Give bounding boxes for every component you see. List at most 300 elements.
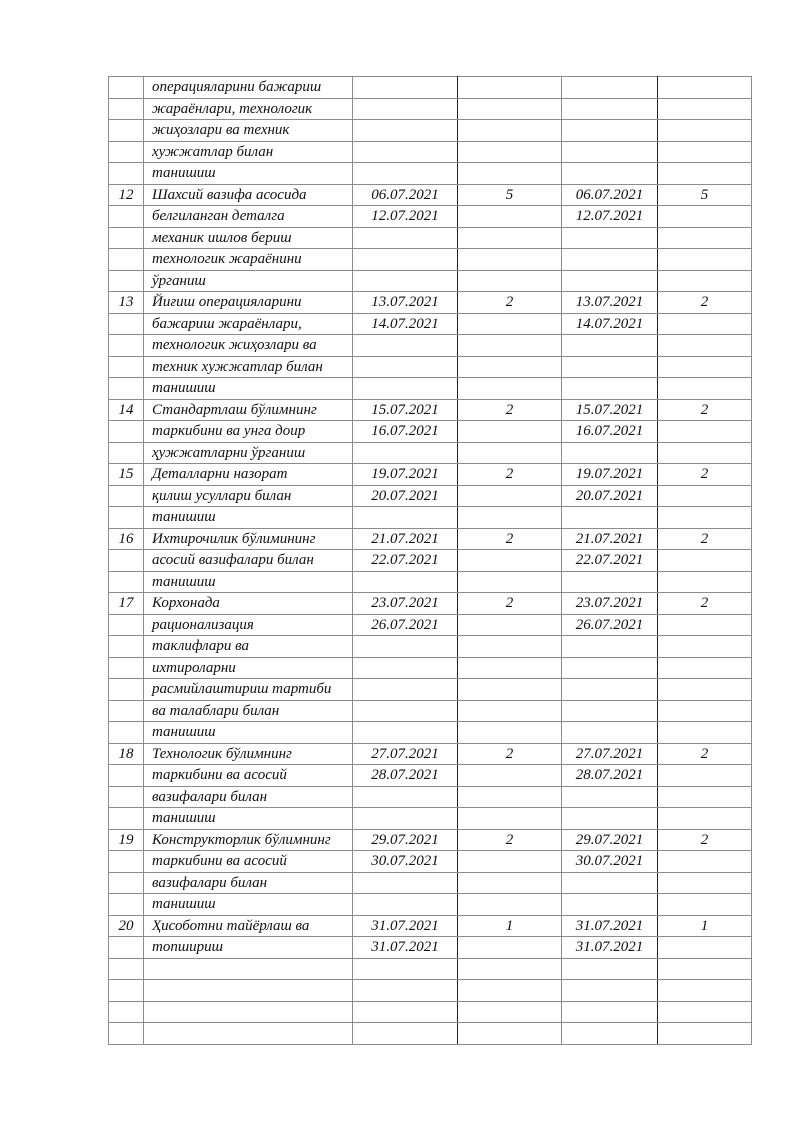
planned-date-cell bbox=[353, 1023, 458, 1045]
task-description-cell: топшириш bbox=[144, 937, 353, 959]
table-row bbox=[109, 163, 752, 185]
task-description-cell: механик ишлов бериш bbox=[144, 227, 353, 249]
actual-date-cell: 06.07.2021 bbox=[562, 184, 658, 206]
planned-date-cell: 23.07.2021 bbox=[353, 593, 458, 615]
row-number-cell: 19 bbox=[109, 829, 144, 851]
table-row bbox=[109, 614, 752, 636]
planned-days-cell bbox=[458, 679, 562, 701]
task-description-cell: ихтироларни bbox=[144, 657, 353, 679]
actual-days-cell bbox=[658, 765, 752, 787]
task-description-cell: расмийлаштириш тартиби bbox=[144, 679, 353, 701]
actual-date-cell bbox=[562, 98, 658, 120]
planned-date-cell: 22.07.2021 bbox=[353, 550, 458, 572]
row-number-cell bbox=[109, 636, 144, 658]
table-row bbox=[109, 356, 752, 378]
row-number-cell: 18 bbox=[109, 743, 144, 765]
row-number-cell bbox=[109, 937, 144, 959]
planned-days-cell: 2 bbox=[458, 528, 562, 550]
planned-date-cell bbox=[353, 808, 458, 830]
planned-days-cell bbox=[458, 378, 562, 400]
planned-date-cell bbox=[353, 507, 458, 529]
row-number-cell bbox=[109, 571, 144, 593]
row-number-cell bbox=[109, 442, 144, 464]
actual-date-cell: 31.07.2021 bbox=[562, 937, 658, 959]
actual-days-cell bbox=[658, 786, 752, 808]
actual-days-cell bbox=[658, 937, 752, 959]
row-number-cell: 14 bbox=[109, 399, 144, 421]
actual-date-cell bbox=[562, 141, 658, 163]
actual-days-cell: 2 bbox=[658, 464, 752, 486]
actual-days-cell bbox=[658, 636, 752, 658]
row-number-cell: 13 bbox=[109, 292, 144, 314]
actual-date-cell bbox=[562, 356, 658, 378]
task-description-cell: Стандартлаш бўлимнинг bbox=[144, 399, 353, 421]
task-description-cell: таркибини ва унга доир bbox=[144, 421, 353, 443]
planned-days-cell bbox=[458, 442, 562, 464]
planned-days-cell: 2 bbox=[458, 399, 562, 421]
task-description-cell: Корхонада bbox=[144, 593, 353, 615]
actual-days-cell bbox=[658, 872, 752, 894]
row-number-cell bbox=[109, 206, 144, 228]
task-description-cell: Шахсий вазифа асосида bbox=[144, 184, 353, 206]
planned-date-cell: 30.07.2021 bbox=[353, 851, 458, 873]
actual-days-cell bbox=[658, 507, 752, 529]
actual-date-cell: 30.07.2021 bbox=[562, 851, 658, 873]
planned-date-cell: 27.07.2021 bbox=[353, 743, 458, 765]
actual-date-cell: 14.07.2021 bbox=[562, 313, 658, 335]
actual-days-cell bbox=[658, 894, 752, 916]
row-number-cell bbox=[109, 958, 144, 980]
planned-date-cell: 06.07.2021 bbox=[353, 184, 458, 206]
task-description-cell: вазифалари билан bbox=[144, 786, 353, 808]
task-description-cell bbox=[144, 1023, 353, 1045]
task-description-cell: танишиш bbox=[144, 808, 353, 830]
actual-days-cell bbox=[658, 378, 752, 400]
task-description-cell: хужжатлар билан bbox=[144, 141, 353, 163]
table-row bbox=[109, 808, 752, 830]
row-number-cell bbox=[109, 249, 144, 271]
task-description-cell: таклифлари ва bbox=[144, 636, 353, 658]
table-row bbox=[109, 700, 752, 722]
row-number-cell bbox=[109, 872, 144, 894]
actual-days-cell bbox=[658, 614, 752, 636]
planned-date-cell: 31.07.2021 bbox=[353, 937, 458, 959]
schedule-table-body bbox=[109, 77, 752, 1045]
row-number-cell bbox=[109, 227, 144, 249]
table-row bbox=[109, 507, 752, 529]
planned-days-cell bbox=[458, 980, 562, 1002]
actual-days-cell bbox=[658, 958, 752, 980]
row-number-cell bbox=[109, 722, 144, 744]
task-description-cell: танишиш bbox=[144, 507, 353, 529]
task-description-cell: Деталларни назорат bbox=[144, 464, 353, 486]
table-row bbox=[109, 464, 752, 486]
actual-days-cell bbox=[658, 77, 752, 99]
planned-days-cell bbox=[458, 163, 562, 185]
actual-date-cell bbox=[562, 249, 658, 271]
schedule-sheet bbox=[108, 76, 751, 1045]
planned-date-cell bbox=[353, 980, 458, 1002]
table-row bbox=[109, 421, 752, 443]
planned-days-cell bbox=[458, 206, 562, 228]
table-row bbox=[109, 765, 752, 787]
actual-date-cell bbox=[562, 786, 658, 808]
actual-date-cell: 19.07.2021 bbox=[562, 464, 658, 486]
planned-date-cell bbox=[353, 700, 458, 722]
planned-date-cell bbox=[353, 571, 458, 593]
planned-days-cell bbox=[458, 335, 562, 357]
actual-days-cell bbox=[658, 313, 752, 335]
planned-days-cell bbox=[458, 77, 562, 99]
task-description-cell: ҳужжатларни ўрганиш bbox=[144, 442, 353, 464]
table-row bbox=[109, 894, 752, 916]
planned-days-cell bbox=[458, 227, 562, 249]
actual-date-cell: 12.07.2021 bbox=[562, 206, 658, 228]
actual-days-cell bbox=[658, 421, 752, 443]
actual-days-cell bbox=[658, 141, 752, 163]
planned-days-cell: 2 bbox=[458, 743, 562, 765]
planned-date-cell bbox=[353, 249, 458, 271]
planned-days-cell bbox=[458, 722, 562, 744]
row-number-cell bbox=[109, 808, 144, 830]
table-row bbox=[109, 937, 752, 959]
actual-date-cell bbox=[562, 571, 658, 593]
table-row bbox=[109, 141, 752, 163]
table-row bbox=[109, 335, 752, 357]
planned-date-cell: 12.07.2021 bbox=[353, 206, 458, 228]
actual-date-cell bbox=[562, 894, 658, 916]
actual-days-cell bbox=[658, 442, 752, 464]
planned-date-cell bbox=[353, 141, 458, 163]
row-number-cell bbox=[109, 1001, 144, 1023]
actual-date-cell bbox=[562, 163, 658, 185]
actual-days-cell bbox=[658, 98, 752, 120]
actual-days-cell bbox=[658, 1001, 752, 1023]
row-number-cell bbox=[109, 98, 144, 120]
actual-days-cell bbox=[658, 980, 752, 1002]
row-number-cell bbox=[109, 679, 144, 701]
table-row bbox=[109, 636, 752, 658]
planned-days-cell bbox=[458, 1023, 562, 1045]
planned-date-cell bbox=[353, 894, 458, 916]
planned-days-cell bbox=[458, 421, 562, 443]
actual-date-cell: 20.07.2021 bbox=[562, 485, 658, 507]
row-number-cell bbox=[109, 335, 144, 357]
actual-days-cell: 2 bbox=[658, 292, 752, 314]
task-description-cell: таркибини ва асосий bbox=[144, 851, 353, 873]
actual-date-cell bbox=[562, 722, 658, 744]
planned-date-cell bbox=[353, 356, 458, 378]
actual-days-cell bbox=[658, 550, 752, 572]
planned-date-cell bbox=[353, 98, 458, 120]
task-description-cell: вазифалари билан bbox=[144, 872, 353, 894]
task-description-cell: бажариш жараёнлари, bbox=[144, 313, 353, 335]
planned-days-cell bbox=[458, 550, 562, 572]
planned-days-cell bbox=[458, 249, 562, 271]
planned-days-cell bbox=[458, 356, 562, 378]
table-row bbox=[109, 98, 752, 120]
planned-date-cell: 20.07.2021 bbox=[353, 485, 458, 507]
row-number-cell bbox=[109, 786, 144, 808]
task-description-cell: жиҳозлари ва техник bbox=[144, 120, 353, 142]
actual-date-cell bbox=[562, 636, 658, 658]
planned-days-cell: 1 bbox=[458, 915, 562, 937]
actual-date-cell: 23.07.2021 bbox=[562, 593, 658, 615]
planned-date-cell bbox=[353, 227, 458, 249]
planned-date-cell bbox=[353, 636, 458, 658]
actual-date-cell bbox=[562, 77, 658, 99]
actual-days-cell: 1 bbox=[658, 915, 752, 937]
task-description-cell: ўрганиш bbox=[144, 270, 353, 292]
actual-date-cell: 31.07.2021 bbox=[562, 915, 658, 937]
actual-days-cell bbox=[658, 120, 752, 142]
task-description-cell: Ихтирочилик бўлимининг bbox=[144, 528, 353, 550]
actual-date-cell bbox=[562, 270, 658, 292]
planned-days-cell bbox=[458, 958, 562, 980]
row-number-cell bbox=[109, 313, 144, 335]
planned-date-cell bbox=[353, 786, 458, 808]
actual-days-cell bbox=[658, 700, 752, 722]
actual-date-cell bbox=[562, 227, 658, 249]
table-row bbox=[109, 378, 752, 400]
table-row bbox=[109, 1023, 752, 1045]
row-number-cell bbox=[109, 356, 144, 378]
actual-date-cell: 21.07.2021 bbox=[562, 528, 658, 550]
actual-date-cell bbox=[562, 120, 658, 142]
planned-days-cell bbox=[458, 894, 562, 916]
actual-date-cell: 29.07.2021 bbox=[562, 829, 658, 851]
table-row bbox=[109, 528, 752, 550]
task-description-cell bbox=[144, 1001, 353, 1023]
planned-date-cell bbox=[353, 679, 458, 701]
table-row bbox=[109, 270, 752, 292]
actual-days-cell bbox=[658, 227, 752, 249]
row-number-cell bbox=[109, 378, 144, 400]
table-row bbox=[109, 958, 752, 980]
planned-date-cell bbox=[353, 657, 458, 679]
table-row bbox=[109, 593, 752, 615]
table-row bbox=[109, 485, 752, 507]
planned-date-cell: 26.07.2021 bbox=[353, 614, 458, 636]
planned-days-cell bbox=[458, 141, 562, 163]
table-row bbox=[109, 872, 752, 894]
actual-days-cell bbox=[658, 722, 752, 744]
actual-date-cell bbox=[562, 958, 658, 980]
task-description-cell: танишиш bbox=[144, 571, 353, 593]
planned-days-cell bbox=[458, 1001, 562, 1023]
table-row bbox=[109, 743, 752, 765]
planned-date-cell bbox=[353, 77, 458, 99]
table-row bbox=[109, 657, 752, 679]
actual-date-cell: 15.07.2021 bbox=[562, 399, 658, 421]
table-row bbox=[109, 786, 752, 808]
table-row bbox=[109, 442, 752, 464]
actual-days-cell bbox=[658, 270, 752, 292]
task-description-cell: танишиш bbox=[144, 378, 353, 400]
actual-days-cell bbox=[658, 163, 752, 185]
actual-date-cell bbox=[562, 700, 658, 722]
planned-date-cell bbox=[353, 958, 458, 980]
task-description-cell: технологик жараёнини bbox=[144, 249, 353, 271]
task-description-cell bbox=[144, 958, 353, 980]
planned-days-cell bbox=[458, 851, 562, 873]
task-description-cell: Ҳисоботни тайёрлаш ва bbox=[144, 915, 353, 937]
actual-days-cell bbox=[658, 808, 752, 830]
actual-days-cell bbox=[658, 571, 752, 593]
actual-date-cell bbox=[562, 442, 658, 464]
row-number-cell bbox=[109, 657, 144, 679]
actual-date-cell bbox=[562, 657, 658, 679]
actual-days-cell: 2 bbox=[658, 743, 752, 765]
table-row bbox=[109, 227, 752, 249]
row-number-cell: 12 bbox=[109, 184, 144, 206]
row-number-cell bbox=[109, 851, 144, 873]
table-row bbox=[109, 980, 752, 1002]
planned-days-cell bbox=[458, 636, 562, 658]
planned-days-cell bbox=[458, 657, 562, 679]
planned-date-cell: 14.07.2021 bbox=[353, 313, 458, 335]
row-number-cell bbox=[109, 421, 144, 443]
planned-date-cell: 28.07.2021 bbox=[353, 765, 458, 787]
row-number-cell bbox=[109, 270, 144, 292]
planned-date-cell: 15.07.2021 bbox=[353, 399, 458, 421]
actual-days-cell: 2 bbox=[658, 399, 752, 421]
table-row bbox=[109, 829, 752, 851]
task-description-cell: Йиғиш операцияларини bbox=[144, 292, 353, 314]
actual-days-cell bbox=[658, 1023, 752, 1045]
planned-days-cell: 2 bbox=[458, 464, 562, 486]
table-row bbox=[109, 249, 752, 271]
planned-days-cell bbox=[458, 786, 562, 808]
planned-days-cell bbox=[458, 571, 562, 593]
row-number-cell: 15 bbox=[109, 464, 144, 486]
row-number-cell bbox=[109, 163, 144, 185]
task-description-cell: танишиш bbox=[144, 894, 353, 916]
table-row bbox=[109, 292, 752, 314]
planned-days-cell: 5 bbox=[458, 184, 562, 206]
actual-days-cell bbox=[658, 851, 752, 873]
table-row bbox=[109, 722, 752, 744]
planned-date-cell bbox=[353, 1001, 458, 1023]
actual-days-cell: 2 bbox=[658, 829, 752, 851]
row-number-cell bbox=[109, 765, 144, 787]
task-description-cell: Конструкторлик бўлимнинг bbox=[144, 829, 353, 851]
planned-date-cell bbox=[353, 120, 458, 142]
schedule-table bbox=[108, 76, 752, 1045]
table-row bbox=[109, 399, 752, 421]
planned-days-cell bbox=[458, 98, 562, 120]
planned-days-cell bbox=[458, 872, 562, 894]
actual-days-cell: 2 bbox=[658, 528, 752, 550]
planned-date-cell: 13.07.2021 bbox=[353, 292, 458, 314]
row-number-cell bbox=[109, 700, 144, 722]
planned-days-cell bbox=[458, 313, 562, 335]
task-description-cell: технологик жиҳозлари ва bbox=[144, 335, 353, 357]
actual-date-cell bbox=[562, 335, 658, 357]
row-number-cell bbox=[109, 141, 144, 163]
planned-date-cell bbox=[353, 270, 458, 292]
planned-days-cell bbox=[458, 120, 562, 142]
task-description-cell: ва талаблари билан bbox=[144, 700, 353, 722]
planned-days-cell: 2 bbox=[458, 593, 562, 615]
row-number-cell bbox=[109, 980, 144, 1002]
row-number-cell: 17 bbox=[109, 593, 144, 615]
actual-days-cell bbox=[658, 356, 752, 378]
actual-days-cell bbox=[658, 335, 752, 357]
row-number-cell bbox=[109, 614, 144, 636]
planned-days-cell bbox=[458, 765, 562, 787]
planned-date-cell: 29.07.2021 bbox=[353, 829, 458, 851]
planned-days-cell: 2 bbox=[458, 829, 562, 851]
task-description-cell: Технологик бўлимнинг bbox=[144, 743, 353, 765]
actual-date-cell: 26.07.2021 bbox=[562, 614, 658, 636]
actual-days-cell bbox=[658, 249, 752, 271]
row-number-cell bbox=[109, 894, 144, 916]
task-description-cell: асосий вазифалари билан bbox=[144, 550, 353, 572]
actual-date-cell: 16.07.2021 bbox=[562, 421, 658, 443]
row-number-cell bbox=[109, 485, 144, 507]
planned-date-cell: 19.07.2021 bbox=[353, 464, 458, 486]
task-description-cell: белгиланган деталга bbox=[144, 206, 353, 228]
table-row bbox=[109, 851, 752, 873]
planned-date-cell: 16.07.2021 bbox=[353, 421, 458, 443]
actual-days-cell bbox=[658, 485, 752, 507]
table-row bbox=[109, 571, 752, 593]
table-row bbox=[109, 184, 752, 206]
row-number-cell bbox=[109, 77, 144, 99]
actual-date-cell: 27.07.2021 bbox=[562, 743, 658, 765]
table-row bbox=[109, 915, 752, 937]
actual-days-cell: 2 bbox=[658, 593, 752, 615]
row-number-cell bbox=[109, 550, 144, 572]
planned-date-cell bbox=[353, 722, 458, 744]
actual-date-cell bbox=[562, 872, 658, 894]
task-description-cell: танишиш bbox=[144, 722, 353, 744]
task-description-cell: таркибини ва асосий bbox=[144, 765, 353, 787]
task-description-cell: операцияларини бажариш bbox=[144, 77, 353, 99]
table-row bbox=[109, 120, 752, 142]
actual-date-cell: 13.07.2021 bbox=[562, 292, 658, 314]
actual-date-cell bbox=[562, 507, 658, 529]
actual-date-cell bbox=[562, 1001, 658, 1023]
row-number-cell: 16 bbox=[109, 528, 144, 550]
actual-date-cell bbox=[562, 808, 658, 830]
planned-date-cell bbox=[353, 378, 458, 400]
row-number-cell bbox=[109, 507, 144, 529]
planned-days-cell: 2 bbox=[458, 292, 562, 314]
table-row bbox=[109, 313, 752, 335]
table-row bbox=[109, 550, 752, 572]
planned-days-cell bbox=[458, 808, 562, 830]
row-number-cell bbox=[109, 1023, 144, 1045]
actual-date-cell bbox=[562, 378, 658, 400]
planned-days-cell bbox=[458, 614, 562, 636]
actual-days-cell bbox=[658, 657, 752, 679]
planned-date-cell bbox=[353, 442, 458, 464]
task-description-cell: танишиш bbox=[144, 163, 353, 185]
actual-date-cell bbox=[562, 1023, 658, 1045]
planned-days-cell bbox=[458, 700, 562, 722]
actual-days-cell bbox=[658, 679, 752, 701]
planned-days-cell bbox=[458, 270, 562, 292]
planned-days-cell bbox=[458, 937, 562, 959]
actual-days-cell: 5 bbox=[658, 184, 752, 206]
planned-date-cell: 31.07.2021 bbox=[353, 915, 458, 937]
row-number-cell bbox=[109, 120, 144, 142]
planned-days-cell bbox=[458, 507, 562, 529]
actual-date-cell bbox=[562, 980, 658, 1002]
task-description-cell: қилиш усуллари билан bbox=[144, 485, 353, 507]
